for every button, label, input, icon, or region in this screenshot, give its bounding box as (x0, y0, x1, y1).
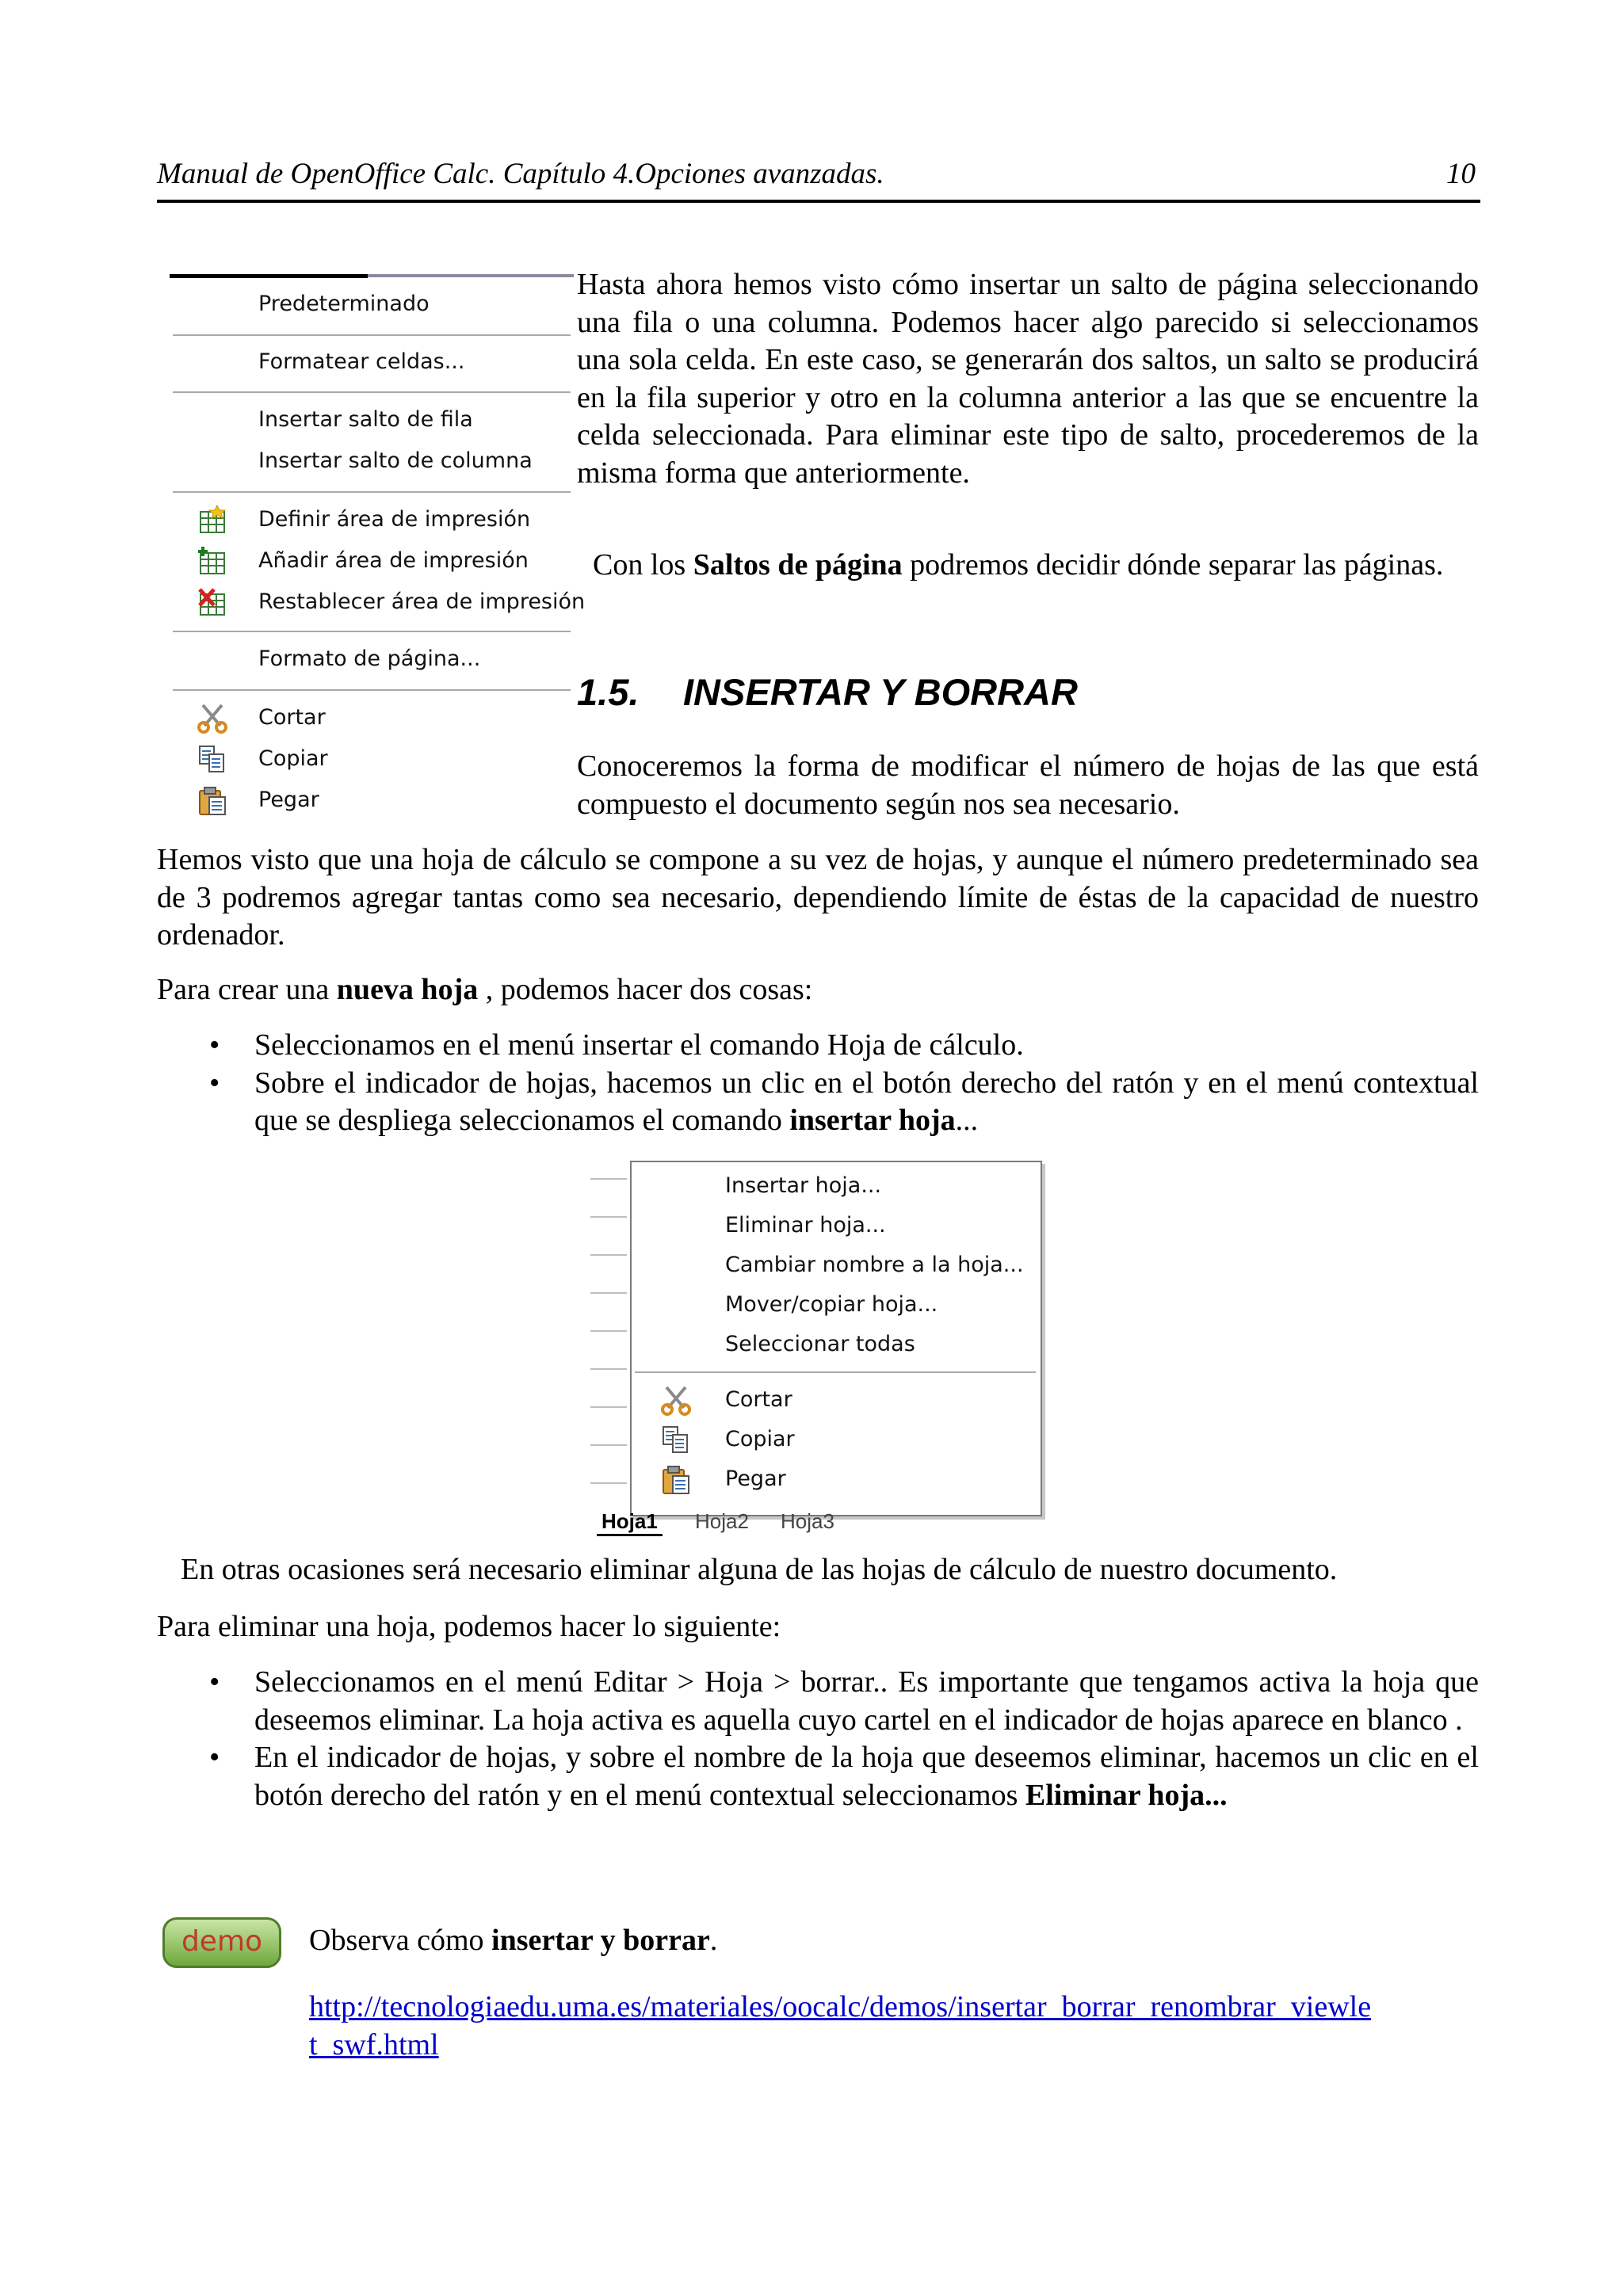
demo-link-paragraph (309, 1989, 1482, 2064)
print-area-icon (197, 504, 228, 536)
grid-line (590, 1330, 627, 1332)
page-break-context-menu (170, 274, 586, 829)
section-intro-paragraph: Conoceremos la forma de modificar el número de hojas de las que está compuesto el documento según nos sea necesario. (577, 749, 1479, 821)
page-breaks-paragraph: Con los Saltos de página podremos decidir dónde separar las páginas. (593, 548, 1444, 582)
menu-item-seleccionar-todas[interactable]: Seleccionar todas (725, 1332, 915, 1356)
grid-line (590, 1178, 627, 1180)
copy-icon (197, 743, 228, 775)
demo-text: Observa cómo insertar y borrar. (309, 1924, 718, 1957)
menu-separator (173, 689, 571, 691)
list-item: • Seleccionamos en el menú insertar el comando Hoja de cálculo. (209, 1028, 1024, 1062)
page-number: 10 (1446, 158, 1476, 190)
demo-button[interactable]: demo (162, 1917, 281, 1968)
delete-intro-paragraph: En otras ocasiones será necesario eliminar alguna de las hojas de cálculo de nuestro documento. (181, 1553, 1338, 1586)
delete-steps-paragraph: Para eliminar una hoja, podemos hacer lo siguiente: (157, 1610, 781, 1643)
sheet-tabs (590, 1509, 1044, 1535)
add-print-area-icon (197, 545, 228, 577)
new-sheet-list (157, 1027, 1479, 1140)
new-sheet-paragraph: Para crear una nueva hoja , podemos hacer dos cosas: (157, 973, 813, 1006)
tab-hoja1[interactable]: Hoja1 (597, 1509, 663, 1536)
bold-term: insertar y borrar (491, 1924, 710, 1957)
reset-print-area-icon (197, 586, 228, 618)
menu-item-insertar-salto-columna[interactable]: Insertar salto de columna (258, 448, 533, 473)
paste-icon (660, 1463, 692, 1495)
menu-item-cambiar-nombre[interactable]: Cambiar nombre a la hoja... (725, 1253, 1024, 1277)
menu-item-insertar-hoja[interactable]: Insertar hoja... (725, 1173, 882, 1198)
menu-item-insertar-salto-fila[interactable]: Insertar salto de fila (258, 407, 473, 432)
menu-item-cortar[interactable]: Cortar (725, 1387, 792, 1412)
menu-item-pegar[interactable]: Pegar (725, 1466, 786, 1491)
menu-item-restablecer-area[interactable]: Restablecer área de impresión (258, 589, 586, 614)
list-item: • Sobre el indicador de hojas, hacemos un clic en el botón derecho del ratón y en el menú contextual que se despliega seleccionamos el comando insertar hoja... (209, 1066, 1479, 1137)
grid-line (590, 1406, 627, 1408)
menu-separator (173, 391, 571, 393)
menu-item-mover-copiar[interactable]: Mover/copiar hoja... (725, 1292, 938, 1317)
menu-item-pegar[interactable]: Pegar (258, 788, 319, 812)
section-number: 1.5. (577, 671, 640, 713)
menu-item-definir-area[interactable]: Definir área de impresión (258, 507, 531, 532)
intro-paragraph: Hasta ahora hemos visto cómo insertar un salto de página seleccionando una fila o una columna. Podemos hacer algo parecido si seleccionamos una sola celda. En este caso, se generarán dos saltos, un salto se producirá en la fila superior y otro en la columna anterior a las que se encuentre la celda seleccionada. Para eliminar este tipo de salto, procederemos de la misma forma que anteriormente. (577, 268, 1479, 490)
menu-separator (173, 491, 571, 493)
tab-hoja2[interactable]: Hoja2 (695, 1509, 749, 1533)
header-title: Manual de OpenOffice Calc. Capítulo 4.Opciones avanzadas. (157, 158, 884, 190)
grid-line (590, 1216, 627, 1218)
menu-item-predeterminado[interactable]: Predeterminado (258, 292, 430, 316)
demo-link[interactable]: http://tecnologiaedu.uma.es/materiales/oocalc/demos/insertar_borrar_renombrar_viewle t_swf.html (309, 1990, 1372, 2061)
menu-item-formato-pagina[interactable]: Formato de página... (258, 646, 481, 671)
menu-item-copiar[interactable]: Copiar (258, 746, 328, 771)
menu-item-anadir-area[interactable]: Añadir área de impresión (258, 548, 529, 573)
menu-item-formatear-celdas[interactable]: Formatear celdas... (258, 349, 465, 374)
tab-hoja3[interactable]: Hoja3 (781, 1509, 834, 1533)
bold-term: Saltos de página (693, 548, 903, 582)
menu-item-cortar[interactable]: Cortar (258, 705, 326, 730)
sheets-paragraph: Hemos visto que una hoja de cálculo se compone a su vez de hojas, y aunque el número predeterminado sea de 3 podremos agregar tantas como sea necesario, dependiendo límite de éstas de la capacidad de nuestro ordenador. (157, 843, 1479, 952)
delete-sheet-list (157, 1664, 1479, 1814)
list-item: • En el indicador de hojas, y sobre el nombre de la hoja que deseemos eliminar, hacemos un clic en el botón derecho del ratón y en el menú contextual seleccionamos Eliminar hoja... (209, 1741, 1479, 1812)
grid-line (590, 1482, 627, 1484)
grid-line (590, 1254, 627, 1256)
menu-separator (173, 631, 571, 632)
copy-icon (660, 1424, 692, 1455)
scissors-icon (660, 1384, 692, 1416)
section-heading (577, 670, 1078, 714)
context-menu (630, 1161, 1042, 1516)
paste-icon (197, 784, 228, 816)
grid-line (590, 1368, 627, 1370)
running-header (157, 151, 1480, 203)
menu-separator (173, 334, 571, 336)
grid-line (590, 1292, 627, 1294)
menu-top-border-dark (170, 274, 368, 278)
menu-separator (635, 1371, 1036, 1373)
menu-item-copiar[interactable]: Copiar (725, 1427, 795, 1451)
sheet-tab-context-menu (590, 1161, 1044, 1533)
bold-term: nueva hoja (336, 973, 479, 1006)
grid-line (590, 1444, 627, 1446)
list-item: • Seleccionamos en el menú Editar > Hoja > borrar.. Es importante que tengamos activa la hoja que deseemos eliminar. La hoja activa es aquella cuyo cartel en el indicador de hojas aparece en blanco . (209, 1665, 1479, 1737)
section-title: INSERTAR Y BORRAR (683, 671, 1078, 713)
menu-item-eliminar-hoja[interactable]: Eliminar hoja... (725, 1213, 886, 1238)
scissors-icon (197, 702, 228, 734)
